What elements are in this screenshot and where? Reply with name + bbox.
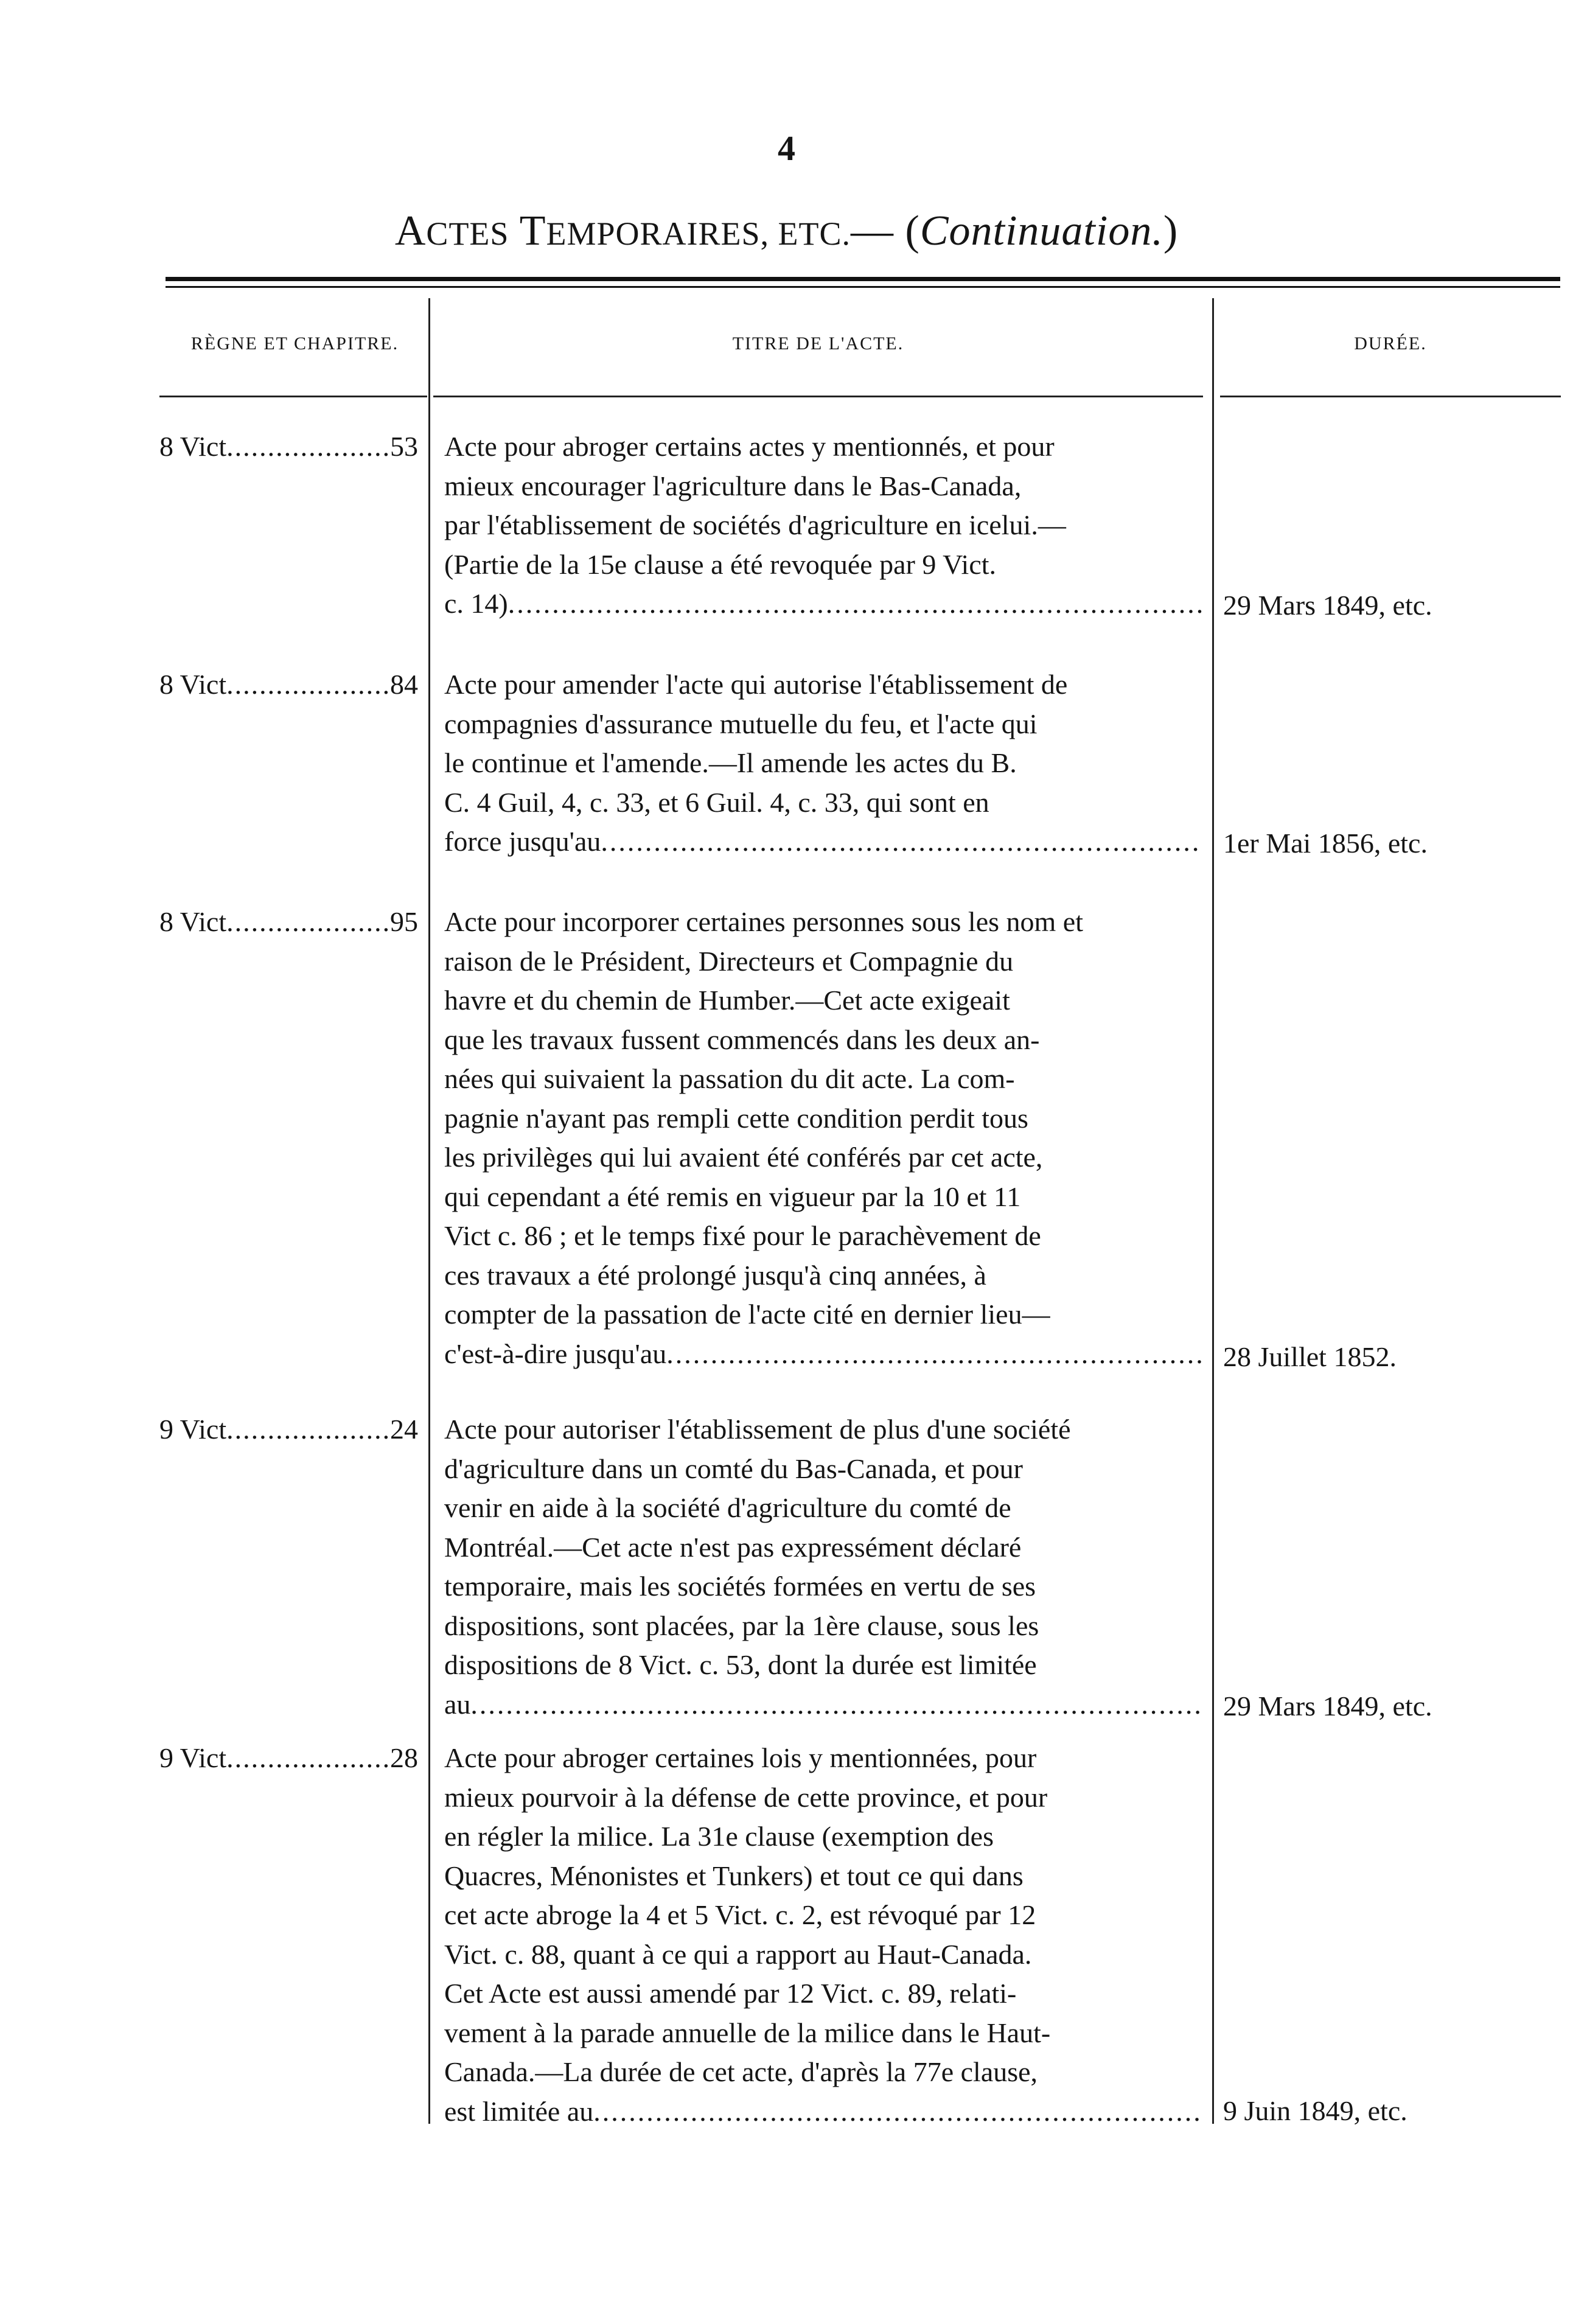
leader-dots — [666, 1335, 1202, 1374]
reign-label: 9 Vict — [159, 1742, 227, 1773]
leader-dots — [226, 1413, 390, 1445]
chapter-number: 28 — [390, 1742, 418, 1773]
leader-dots — [470, 1685, 1202, 1725]
chapter-number: 53 — [390, 431, 418, 462]
page-number: 4 — [778, 128, 795, 168]
chapter-number: 24 — [390, 1414, 418, 1445]
column-rule-duration — [1220, 396, 1561, 397]
reign-label: 8 Vict — [159, 669, 227, 700]
act-title-line: pagnie n'ayant pas rempli cette condition perdit tous — [444, 1102, 1028, 1134]
act-title-last-line — [444, 584, 1202, 624]
act-title-end: c'est-à-dire jusqu'au — [444, 1338, 667, 1369]
act-title-line: compter de la passation de l'acte cité en dernier lieu— — [444, 1299, 1050, 1330]
leader-dots — [601, 822, 1202, 862]
act-title-line: par l'établissement de sociétés d'agriculture en icelui.— — [444, 509, 1066, 540]
act-title-line: venir en aide à la société d'agriculture du comté de — [444, 1492, 1011, 1523]
act-title-line: Acte pour abroger certains actes y mentionnés, et pour — [444, 431, 1055, 462]
reign-label: 8 Vict — [159, 906, 227, 937]
act-title-line: C. 4 Guil, 4, c. 33, et 6 Guil. 4, c. 33, qui sont en — [444, 786, 989, 818]
act-title-line: qui cependant a été remis en vigueur par la 10 et 11 — [444, 1181, 1021, 1212]
reign-chapter — [159, 1413, 418, 1445]
title-word-actes: CTES — [426, 215, 509, 252]
act-title-line: Montréal.—Cet acte n'est pas expressément déclaré — [444, 1531, 1022, 1563]
act-title-line: mieux pourvoir à la défense de cette province, et pour — [444, 1781, 1048, 1813]
act-title-line: Cet Acte est aussi amendé par 12 Vict. c. 89, relati- — [444, 1978, 1017, 2009]
act-title-last-line — [444, 1685, 1202, 1725]
column-divider-right — [1212, 298, 1214, 2124]
act-title-line: Acte pour amender l'acte qui autorise l'établissement de — [444, 669, 1068, 700]
act-title — [444, 427, 1202, 624]
act-title-line: raison de le Président, Directeurs et Compagnie du — [444, 945, 1014, 977]
reign-label: 9 Vict — [159, 1414, 227, 1445]
act-title-line: le continue et l'amende.—Il amende les actes du B. — [444, 747, 1017, 778]
act-title-line: vement à la parade annuelle de la milice dans le Haut- — [444, 2017, 1051, 2048]
act-title-end: c. 14) — [444, 588, 508, 619]
leader-dots — [508, 584, 1202, 624]
title-initial-t: T — [519, 208, 546, 254]
page-title — [0, 207, 1573, 256]
act-title-line: que les travaux fussent commencés dans les deux an- — [444, 1024, 1040, 1055]
act-duration: 28 Juillet 1852. — [1223, 1341, 1397, 1372]
title-dash: — ( — [851, 208, 920, 254]
act-title-line: compagnies d'assurance mutuelle du feu, et l'acte qui — [444, 708, 1038, 739]
act-title-line: Vict. c. 88, quant à ce qui a rapport au Haut-Canada. — [444, 1938, 1032, 1970]
act-title-line: Acte pour autoriser l'établissement de plus d'une société — [444, 1414, 1071, 1445]
column-header-duration: DURÉE. — [1354, 333, 1427, 354]
column-header-reign: RÈGNE ET CHAPITRE. — [190, 333, 399, 354]
title-close: ) — [1163, 208, 1179, 254]
act-title-last-line — [444, 1335, 1202, 1374]
title-initial-a: A — [394, 208, 427, 254]
act-title-line: havre et du chemin de Humber.—Cet acte exigeait — [444, 985, 1010, 1016]
act-title-line: en régler la milice. La 31e clause (exemption des — [444, 1821, 994, 1852]
act-title-end: au — [444, 1688, 471, 1720]
column-divider-left — [428, 298, 430, 2124]
leader-dots — [593, 2092, 1202, 2132]
act-title-line: (Partie de la 15e clause a été revoquée par 9 Vict. — [444, 548, 997, 580]
act-duration: 29 Mars 1849, etc. — [1223, 1691, 1432, 1722]
column-rule-reign — [159, 396, 427, 397]
act-title-end: force jusqu'au — [444, 826, 601, 857]
act-title-line: Acte pour abroger certaines lois y mentionnées, pour — [444, 1742, 1037, 1773]
reign-chapter — [159, 906, 418, 938]
title-word-temporaires: EMPORAIRES, ETC. — [546, 215, 851, 252]
chapter-number: 84 — [390, 669, 418, 700]
act-title-line: dispositions de 8 Vict. c. 53, dont la durée est limitée — [444, 1649, 1037, 1680]
act-title-line: dispositions, sont placées, par la 1ère clause, sous les — [444, 1610, 1039, 1641]
act-title — [444, 665, 1202, 862]
act-title-end: est limitée au — [444, 2095, 594, 2127]
act-title-last-line — [444, 2092, 1202, 2132]
act-title-line: Quacres, Ménonistes et Tunkers) et tout ce qui dans — [444, 1860, 1024, 1891]
act-title-line: ces travaux a été prolongé jusqu'à cinq années, à — [444, 1259, 986, 1291]
act-title-line: d'agriculture dans un comté du Bas-Canada, et pour — [444, 1453, 1023, 1484]
leader-dots — [226, 906, 390, 938]
reign-label: 8 Vict — [159, 431, 227, 462]
act-duration: 1er Mai 1856, etc. — [1223, 828, 1428, 859]
header-rule-thin — [166, 286, 1560, 288]
reign-chapter — [159, 668, 418, 700]
column-header-title: TITRE DE L'ACTE. — [732, 333, 904, 354]
act-title-line: Vict c. 86 ; et le temps fixé pour le parachèvement de — [444, 1220, 1041, 1251]
act-title-line: temporaire, mais les sociétés formées en vertu de ses — [444, 1571, 1036, 1602]
act-title-line: nées qui suivaient la passation du dit acte. La com- — [444, 1063, 1015, 1094]
chapter-number: 95 — [390, 906, 418, 937]
act-title-last-line — [444, 822, 1202, 862]
act-title — [444, 1739, 1202, 2131]
leader-dots — [226, 1742, 390, 1774]
act-title — [444, 1410, 1202, 1724]
act-title-line: Acte pour incorporer certaines personnes sous les nom et — [444, 906, 1084, 937]
act-duration: 29 Mars 1849, etc. — [1223, 590, 1432, 621]
act-title-line: Canada.—La durée de cet acte, d'après la 77e clause, — [444, 2056, 1038, 2087]
reign-chapter — [159, 1742, 418, 1774]
act-title-line: cet acte abroge la 4 et 5 Vict. c. 2, est révoqué par 12 — [444, 1899, 1036, 1930]
title-continuation: Continuation. — [919, 208, 1163, 254]
act-title — [444, 902, 1202, 1373]
header-rule-thick — [166, 277, 1560, 281]
act-title-line: les privilèges qui lui avaient été conférés par cet acte, — [444, 1142, 1043, 1173]
leader-dots — [226, 668, 390, 700]
act-duration: 9 Juin 1849, etc. — [1223, 2095, 1407, 2126]
reign-chapter — [159, 430, 418, 462]
act-title-line: mieux encourager l'agriculture dans le Bas-Canada, — [444, 470, 1022, 501]
column-rule-title — [433, 396, 1203, 397]
leader-dots — [226, 430, 390, 462]
